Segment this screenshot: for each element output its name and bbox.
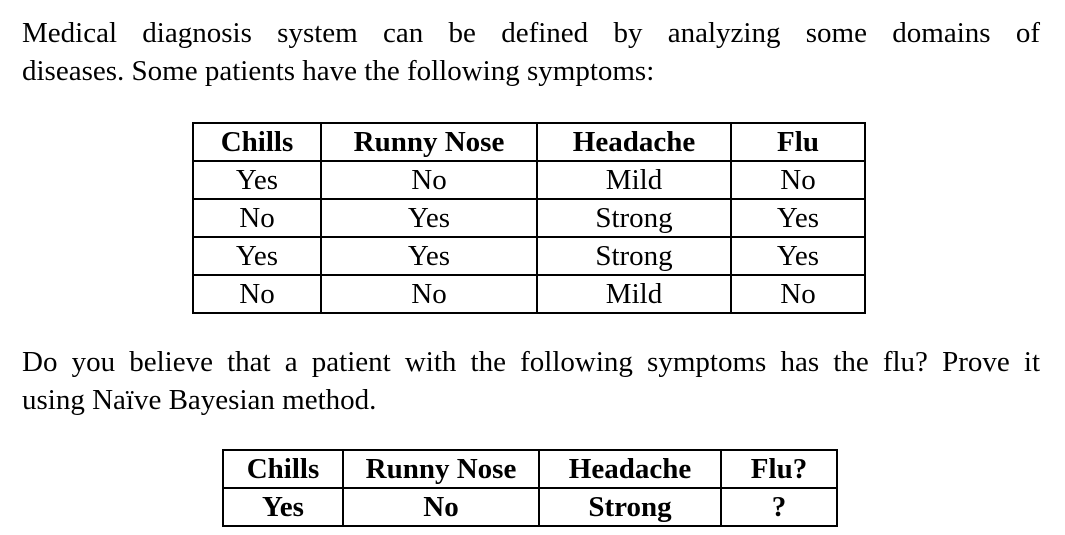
cell-runny-nose: No — [321, 275, 537, 313]
cell-headache: Strong — [537, 237, 731, 275]
query-cell-runny-nose: No — [343, 488, 539, 526]
table-row — [193, 275, 865, 313]
table-row — [193, 237, 865, 275]
cell-runny-nose: No — [321, 161, 537, 199]
cell-runny-nose: Yes — [321, 199, 537, 237]
question-line-1: Do you believe that a patient with the following symptoms has the flu? Prove it — [22, 346, 1040, 378]
query-cell-chills: Yes — [223, 488, 343, 526]
cell-flu: No — [731, 275, 865, 313]
table-row — [193, 199, 865, 237]
cell-chills: Yes — [193, 237, 321, 275]
cell-chills: No — [193, 199, 321, 237]
cell-chills: No — [193, 275, 321, 313]
cell-headache: Strong — [537, 199, 731, 237]
header-flu: Flu — [731, 123, 865, 161]
symptoms-table-header-row — [193, 123, 865, 161]
query-row — [223, 488, 837, 526]
query-header-chills: Chills — [223, 450, 343, 488]
cell-runny-nose: Yes — [321, 237, 537, 275]
cell-chills: Yes — [193, 161, 321, 199]
query-cell-headache: Strong — [539, 488, 721, 526]
question-paragraph — [22, 343, 1040, 419]
header-headache: Headache — [537, 123, 731, 161]
cell-flu: Yes — [731, 237, 865, 275]
cell-headache: Mild — [537, 275, 731, 313]
question-line-2: using Naïve Bayesian method. — [22, 384, 377, 416]
query-header-headache: Headache — [539, 450, 721, 488]
query-header-runny-nose: Runny Nose — [343, 450, 539, 488]
symptoms-table — [192, 122, 866, 314]
intro-paragraph — [22, 14, 1040, 90]
intro-line-1: Medical diagnosis system can be defined by analyzing some domains of — [22, 17, 1040, 49]
table-row — [193, 161, 865, 199]
query-table-header-row — [223, 450, 837, 488]
intro-line-2: diseases. Some patients have the following symptoms: — [22, 55, 655, 87]
cell-flu: No — [731, 161, 865, 199]
query-header-flu: Flu? — [721, 450, 837, 488]
header-chills: Chills — [193, 123, 321, 161]
query-table — [222, 449, 838, 527]
header-runny-nose: Runny Nose — [321, 123, 537, 161]
query-cell-flu: ? — [721, 488, 837, 526]
cell-flu: Yes — [731, 199, 865, 237]
cell-headache: Mild — [537, 161, 731, 199]
